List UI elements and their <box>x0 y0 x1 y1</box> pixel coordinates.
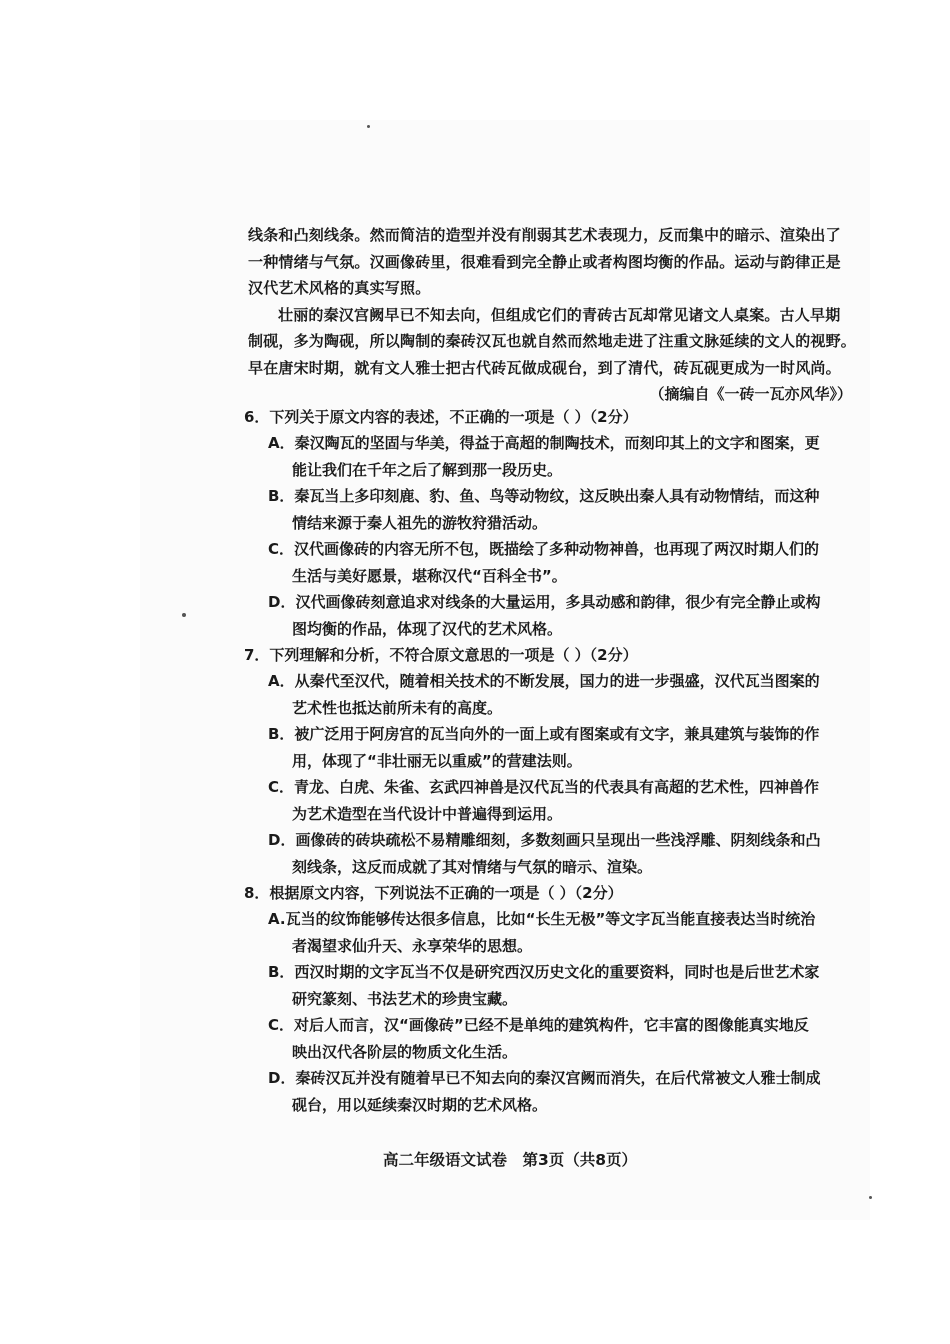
question-8 <box>244 880 864 1118</box>
passage-line: 早在唐宋时期，就有文人雅士把古代砖瓦做成砚台，到了清代，砖瓦砚更成为一时风尚。 <box>248 358 841 377</box>
option-text: 能让我们在千年之后了解到那一段历史。 <box>292 460 563 479</box>
question-stem: 7．下列理解和分析，不符合原文意思的一项是（ ）（2分） <box>244 646 638 664</box>
page-footer: 高二年级语文试卷 第3页（共8页） <box>382 1151 638 1169</box>
option-b[interactable] <box>268 721 864 774</box>
option-d[interactable] <box>268 1065 864 1118</box>
option-text: C．对后人而言，汉“画像砖”已经不是单纯的建筑构件，它丰富的图像能真实地反 <box>268 1016 809 1034</box>
option-text: C．汉代画像砖的内容无所不包，既描绘了多种动物神兽，也再现了两汉时期人们的 <box>268 540 820 558</box>
option-text: B．秦瓦当上多印刻鹿、豹、鱼、鸟等动物纹，这反映出秦人具有动物情结，而这种 <box>268 487 820 505</box>
question-list <box>244 404 864 1118</box>
option-text: A．从秦代至汉代，随着相关技术的不断发展，国力的进一步强盛，汉代瓦当图案的 <box>268 672 820 690</box>
option-text: D．画像砖的砖块疏松不易精雕细刻，多数刻画只呈现出一些浅浮雕、阴刻线条和凸 <box>268 831 821 849</box>
passage-line: 一种情绪与气氛。汉画像砖里，很难看到完全静止或者构图均衡的作品。运动与韵律正是 <box>248 252 841 271</box>
option-text: D．秦砖汉瓦并没有随着早已不知去向的秦汉宫阙而消失，在后代常被文人雅士制成 <box>268 1069 821 1087</box>
passage-line: 汉代艺术风格的真实写照。 <box>248 279 431 297</box>
option-c[interactable] <box>268 536 864 589</box>
option-d[interactable] <box>268 827 864 880</box>
scan-speck <box>182 613 186 617</box>
option-text: 为艺术造型在当代设计中普遍得到运用。 <box>292 804 563 823</box>
scan-speck <box>869 1196 872 1199</box>
option-text: 生活与美好愿景，堪称汉代“百科全书”。 <box>292 566 567 585</box>
option-c[interactable] <box>268 774 864 827</box>
passage-line: 壮丽的秦汉宫阙早已不知去向，但组成它们的青砖古瓦却常见诸文人桌案。古人早期 <box>278 305 841 324</box>
option-text: D．汉代画像砖刻意追求对线条的大量运用，多具动感和韵律，很少有完全静止或构 <box>268 593 821 611</box>
option-text: 情结来源于秦人祖先的游牧狩猎活动。 <box>292 513 548 532</box>
passage-line: 制砚，多为陶砚，所以陶制的秦砖汉瓦也就自然而然地走进了注重文脉延续的文人的视野。 <box>248 332 857 350</box>
option-text: 研究篆刻、书法艺术的珍贵宝藏。 <box>292 989 518 1008</box>
option-text: 者渴望求仙升天、永享荣华的思想。 <box>292 936 533 955</box>
option-text: 用，体现了“非壮丽无以重威”的营建法则。 <box>292 751 582 770</box>
option-text: B．西汉时期的文字瓦当不仅是研究西汉历史文化的重要资料，同时也是后世艺术家 <box>268 963 820 981</box>
option-d[interactable] <box>268 589 864 642</box>
option-b[interactable] <box>268 483 864 536</box>
option-a[interactable] <box>268 906 864 959</box>
passage-line: 线条和凸刻线条。然而简洁的造型并没有削弱其艺术表现力，反而集中的暗示、渲染出了 <box>248 226 841 244</box>
question-stem: 6．下列关于原文内容的表述，不正确的一项是（ ）（2分） <box>244 408 638 426</box>
option-a[interactable] <box>268 430 864 483</box>
option-text: A．秦汉陶瓦的坚固与华美，得益于高超的制陶技术，而刻印其上的文字和图案，更 <box>268 434 820 452</box>
option-text: 艺术性也抵达前所未有的高度。 <box>292 698 503 717</box>
option-a[interactable] <box>268 668 864 721</box>
question-7 <box>244 642 864 880</box>
option-text: 刻线条，这反而成就了其对情绪与气氛的暗示、渲染。 <box>292 857 653 876</box>
option-text: B．被广泛用于阿房宫的瓦当向外的一面上或有图案或有文字，兼具建筑与装饰的作 <box>268 725 820 743</box>
option-text: 砚台，用以延续秦汉时期的艺术风格。 <box>292 1095 548 1114</box>
option-text: A.瓦当的纹饰能够传达很多信息，比如“长生无极”等文字瓦当能直接表达当时统治 <box>268 910 816 928</box>
option-text: 映出汉代各阶层的物质文化生活。 <box>292 1042 518 1061</box>
question-stem: 8．根据原文内容，下列说法不正确的一项是（ ）（2分） <box>244 884 623 902</box>
question-6 <box>244 404 864 642</box>
option-text: 图均衡的作品，体现了汉代的艺术风格。 <box>292 619 563 638</box>
option-b[interactable] <box>268 959 864 1012</box>
reading-passage <box>248 222 860 407</box>
option-c[interactable] <box>268 1012 864 1065</box>
scan-speck <box>367 125 370 128</box>
option-text: C．青龙、白虎、朱雀、玄武四神兽是汉代瓦当的代表具有高超的艺术性，四神兽作 <box>268 778 820 796</box>
passage-source: （摘编自《一砖一瓦亦风华》） <box>649 385 852 403</box>
